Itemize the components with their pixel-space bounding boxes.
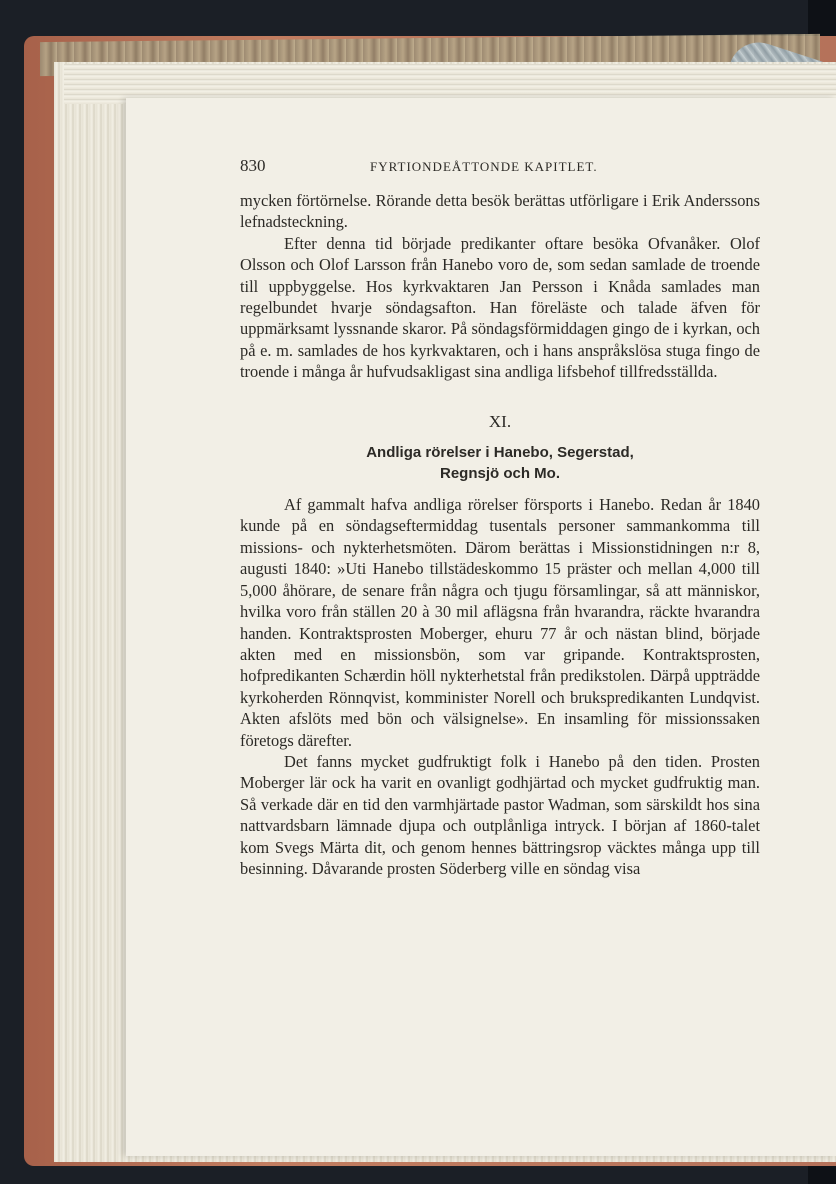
section-title-line-1: Andliga rörelser i Hanebo, Segerstad, bbox=[366, 444, 634, 462]
paragraph-1: mycken förtörnelse. Rörande detta besök berättas utförligare i Erik Anderssons lefnadsteckning. bbox=[240, 191, 760, 232]
page-number: 830 bbox=[240, 156, 266, 175]
paragraph-3: Af gammalt hafva andliga rörelser försports i Hanebo. Redan år 1840 kunde på en söndagseftermiddag tusentals personer sammankomma till missions- och nykterhetsmöten. Därom berättas i Missionstidningen n:r 8, augusti 1840: »Uti Hanebo tillstädeskommo 15 präster och mellan 4,000 till 5,000 åhörare, de senare från några och tjugu församlingar, så att människor, hvilka voro från ställen 20 à 30 mil aflägsna från hvarandra, räckte hvarandra handen. Kontraktsprosten Moberger, ehuru 77 år och nästan blind, började akten med en missionsbön, som var gripande. Kontraktsprosten, hofpredikanten Schærdin höll nykterhetstal från predikstolen. Därpå uppträdde kyrkoherden Rönnqvist, komminister Norell och brukspredikanten Lundqvist. Akten afslöts med bön och välsignelse». En insamling för missionssaken företogs därefter. bbox=[240, 495, 760, 750]
section-title bbox=[240, 442, 760, 484]
paragraph-4: Det fanns mycket gudfruktigt folk i Hanebo på den tiden. Prosten Moberger lär ock ha varit en ovanligt godhjärtad och mycket gudfruktig man. Så verkade där en tid den varmhjärtade pastor Wadman, som särskildt hos sina nattvardsbarn lämnade djupa och outplånliga intryck. I början af 1860-talet kom Svegs Märta dit, och genom hennes bättringsrop väcktes många upp till besinning. Dåvarande prosten Söderberg ville en söndag visa bbox=[240, 751, 760, 878]
running-head: FYRTIONDEÅTTONDE KAPITLET. bbox=[370, 159, 598, 174]
page-body bbox=[240, 190, 760, 879]
paragraph-2: Efter denna tid började predikanter oftare besöka Ofvanåker. Olof Olsson och Olof Larsson från Hanebo voro de, som sedan samlade de troende till uppbyggelse. Hos kyrkvaktaren Jan Persson i Knåda samlades man regelbundet hvarje söndagsafton. Han föreläste och talade äfven för uppmärksamt lyssnande skaror. På söndagsförmiddagen gingo de i kyrkan, och på e. m. samlades de hos kyrkvaktaren, och i hans anspråkslösa stuga fingo de troende i många år hufvudsakligast sina andliga lifsbehof tillfredsställda. bbox=[240, 233, 760, 382]
page-header bbox=[240, 156, 760, 180]
chapter-number: XI. bbox=[488, 411, 512, 431]
section-title-line-2: Regnsjö och Mo. bbox=[440, 465, 560, 483]
